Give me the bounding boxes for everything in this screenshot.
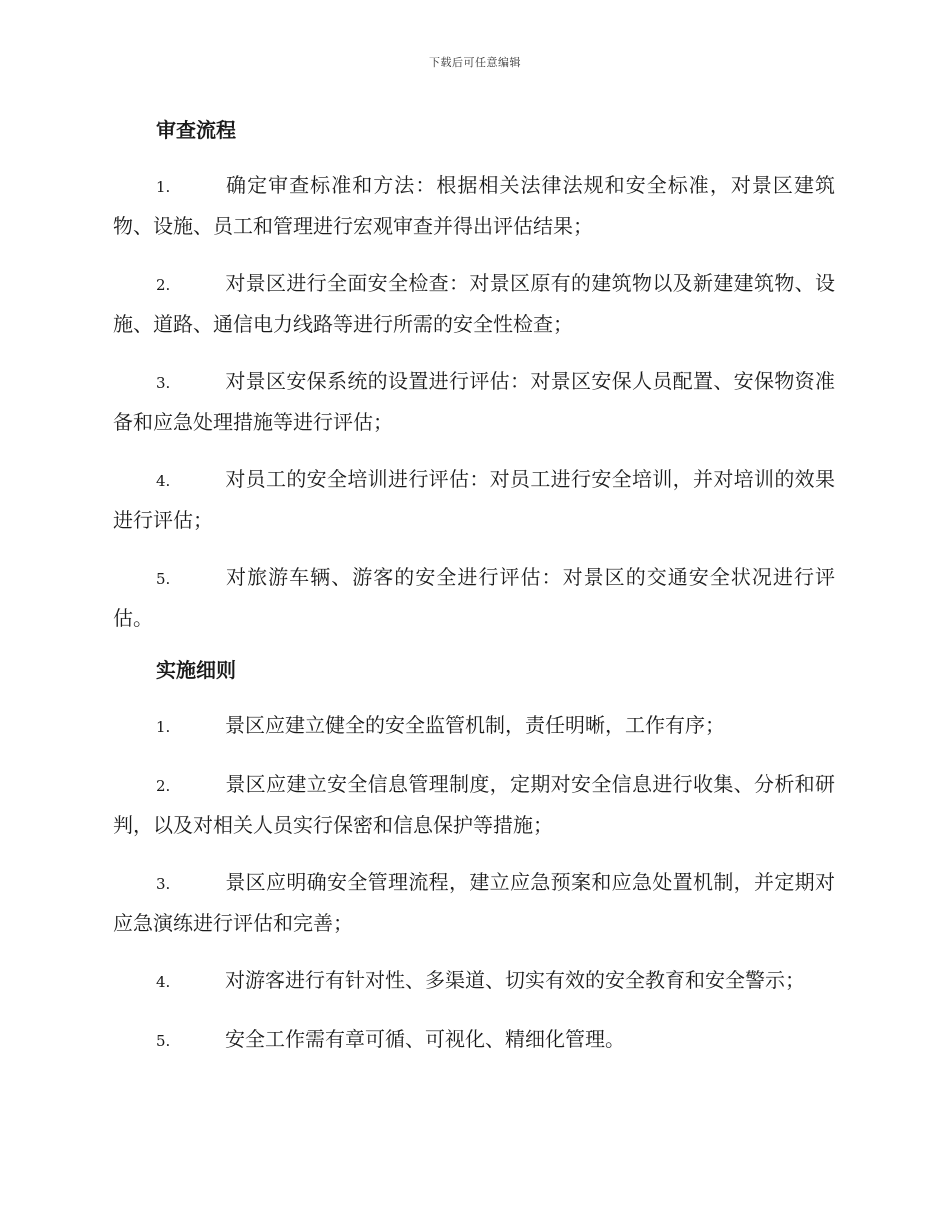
- item-text: 确定审查标准和方法：根据相关法律法规和安全标准，对景区建筑物、设施、员工和管理进行宏观审查并得出评估结果；: [113, 173, 835, 238]
- item-text: 景区应明确安全管理流程，建立应急预案和应急处置机制，并定期对应急演练进行评估和完善；: [113, 870, 835, 935]
- list-item: [113, 961, 835, 1002]
- list-item: [113, 460, 835, 540]
- item-text: 对游客进行有针对性、多渠道、切实有效的安全教育和安全警示；: [225, 968, 805, 992]
- item-number: 2.: [156, 777, 171, 795]
- item-number: 1.: [156, 178, 171, 196]
- item-text: 景区应建立安全信息管理制度，定期对安全信息进行收集、分析和研判，以及对相关人员实行保密和信息保护等措施；: [113, 772, 835, 837]
- section-title-implementation-rules: 实施细则: [156, 658, 236, 682]
- item-number: 4.: [156, 973, 171, 991]
- item-number: 4.: [156, 472, 171, 490]
- item-number: 5.: [156, 1032, 171, 1050]
- item-number: 1.: [156, 718, 171, 736]
- item-text: 对旅游车辆、游客的安全进行评估：对景区的交通安全状况进行评估。: [113, 565, 835, 630]
- section-title-review-process: 审查流程: [156, 118, 236, 142]
- item-number: 2.: [156, 276, 171, 294]
- list-item: [113, 706, 835, 747]
- item-number: 5.: [156, 570, 171, 588]
- document-body: [113, 100, 835, 1061]
- list-item: [113, 765, 835, 845]
- item-text: 对员工的安全培训进行评估：对员工进行安全培训，并对培训的效果进行评估；: [113, 467, 835, 532]
- list-item: [113, 558, 835, 638]
- item-text: 对景区安保系统的设置进行评估：对景区安保人员配置、安保物资准备和应急处理措施等进行评估；: [113, 369, 835, 434]
- item-text: 安全工作需有章可循、可视化、精细化管理。: [225, 1027, 625, 1051]
- item-text: 景区应建立健全的安全监管机制，责任明晰，工作有序；: [225, 713, 725, 737]
- item-text: 对景区进行全面安全检查：对景区原有的建筑物以及新建建筑物、设施、道路、通信电力线路等进行所需的安全性检查；: [113, 271, 835, 336]
- list-item: [113, 362, 835, 442]
- list-item: [113, 264, 835, 344]
- item-number: 3.: [156, 374, 171, 392]
- list-item: [113, 166, 835, 246]
- header-note: 下载后可任意编辑: [429, 56, 521, 69]
- list-item: [113, 1020, 835, 1061]
- item-number: 3.: [156, 875, 171, 893]
- list-item: [113, 863, 835, 943]
